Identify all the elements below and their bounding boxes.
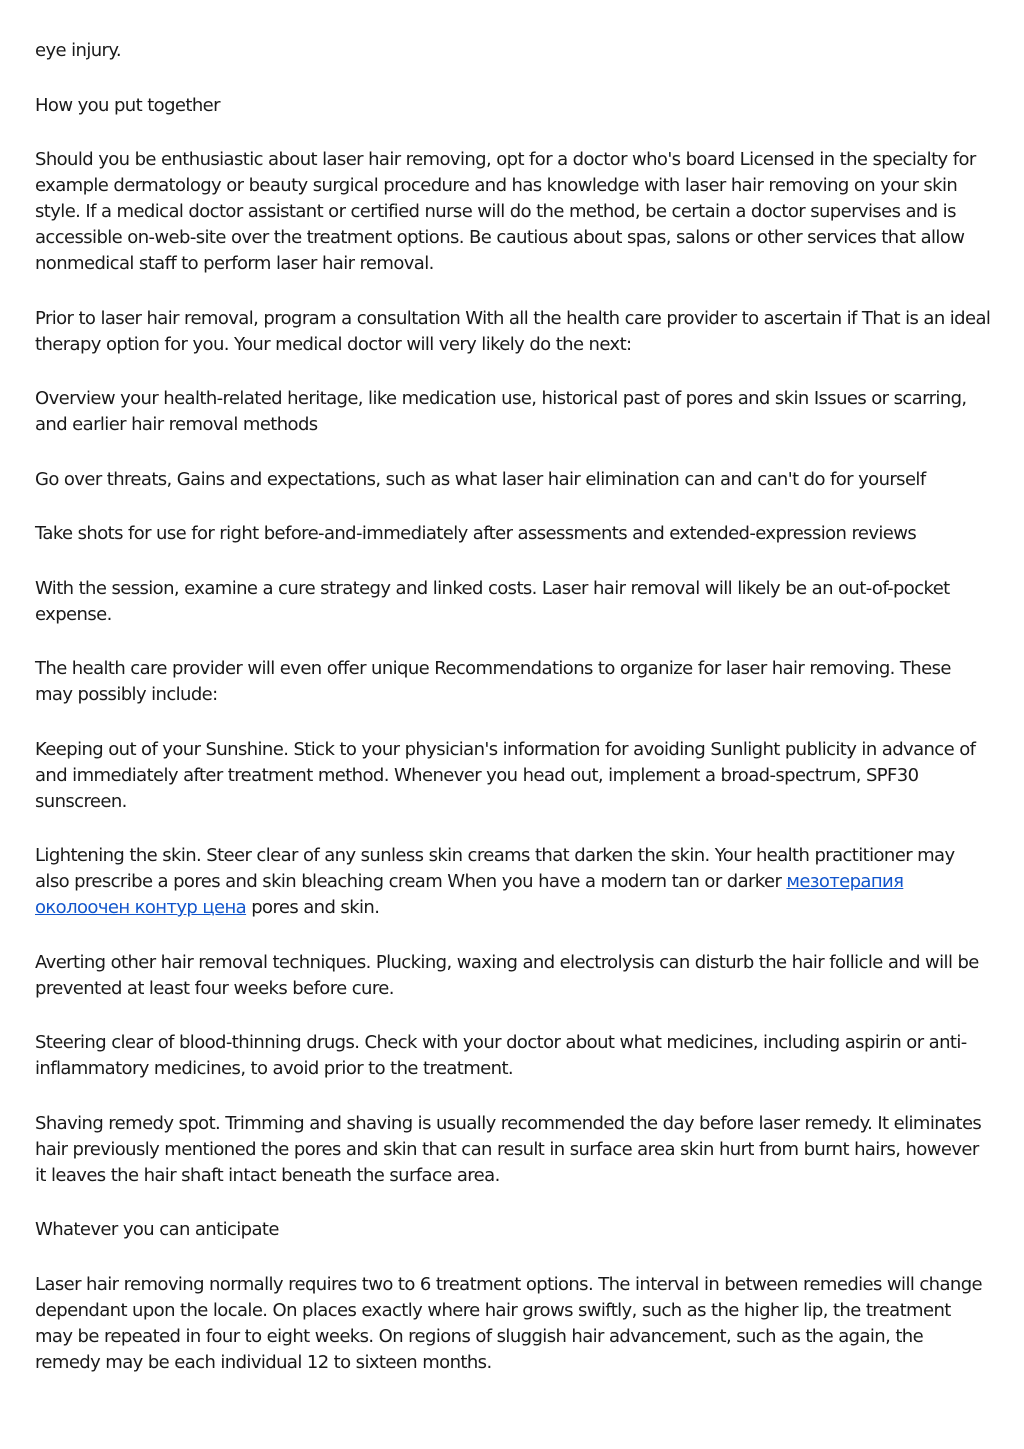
paragraph-instructions: The health care provider will even offer unique Recommendations to organize for laser hair removing. These may possibly include:	[35, 658, 951, 705]
mesotherapy-link[interactable]: мезотерапия околоочен контур цена	[35, 871, 904, 918]
paragraph-choose-doctor: Should you be enthusiastic about laser hair removing, opt for a doctor who's board Licensed in the specialty for example dermatology or beauty surgical procedure and has knowledge with laser hair removing on your skin style. If a medical doctor assistant or certified nurse will do the method, be certain a doctor supervises and is accessible on-web-site over the treatment options. Be cautious about spas, salons or other services that allow nonmedical staff to perform laser hair removal.	[35, 149, 976, 274]
document-body	[35, 38, 993, 1404]
paragraph-take-photos: Take shots for use for right before-and-immediately after assessments and extended-expression reviews	[35, 523, 917, 544]
paragraph-shaving: Shaving remedy spot. Trimming and shaving is usually recommended the day before laser remedy. It eliminates hair previously mentioned the pores and skin that can result in surface area skin hurt from burnt hairs, however it leaves the hair shaft intact beneath the surface area.	[35, 1112, 982, 1186]
paragraph-review-history: Overview your health-related heritage, like medication use, historical past of pores and skin Issues or scarring, and earlier hair removal methods	[35, 388, 967, 435]
lightening-text-before: Lightening the skin. Steer clear of any sunless skin creams that darken the skin. Your health practitioner may also prescribe a pores and skin bleaching cream When you have a modern tan or darker	[35, 845, 955, 892]
heading-what-to-expect: Whatever you can anticipate	[35, 1219, 279, 1240]
paragraph-lightening-skin	[35, 843, 993, 921]
paragraph-costs: With the session, examine a cure strategy and linked costs. Laser hair removal will likely be an out-of-pocket expense.	[35, 577, 950, 625]
heading-how-you-prepare: How you put together	[35, 94, 220, 116]
paragraph-consultation: Prior to laser hair removal, program a consultation With all the health care provider to ascertain if That is an ideal therapy option for you. Your medical doctor will very likely do the next:	[35, 307, 991, 355]
paragraph-avoid-sun: Keeping out of your Sunshine. Stick to your physician's information for avoiding Sunlight publicity in advance of and immediately after treatment method. Whenever you head out, implement a broad-spectrum, SPF30 sunscreen.	[35, 738, 976, 812]
paragraph-blood-thinning: Steering clear of blood-thinning drugs. Check with your doctor about what medicines, including aspirin or anti-inflammatory medicines, to avoid prior to the treatment.	[35, 1032, 967, 1079]
paragraph-avoid-other-removal: Averting other hair removal techniques. Plucking, waxing and electrolysis can disturb the hair follicle and will be prevented at least four weeks before cure.	[35, 951, 979, 999]
paragraph-treatment-count: Laser hair removing normally requires two to 6 treatment options. The interval in between remedies will change dependant upon the locale. On places exactly where hair grows swiftly, such as the higher lip, the treatment may be repeated in four to eight weeks. On regions of sluggish hair advancement, such as the again, the remedy may be each individual 12 to sixteen months.	[35, 1273, 983, 1373]
paragraph-eye-injury: eye injury.	[35, 40, 121, 61]
lightening-text-after: pores and skin.	[246, 897, 380, 918]
paragraph-discuss-risks: Go over threats, Gains and expectations, such as what laser hair elimination can and can't do for yourself	[35, 468, 926, 490]
